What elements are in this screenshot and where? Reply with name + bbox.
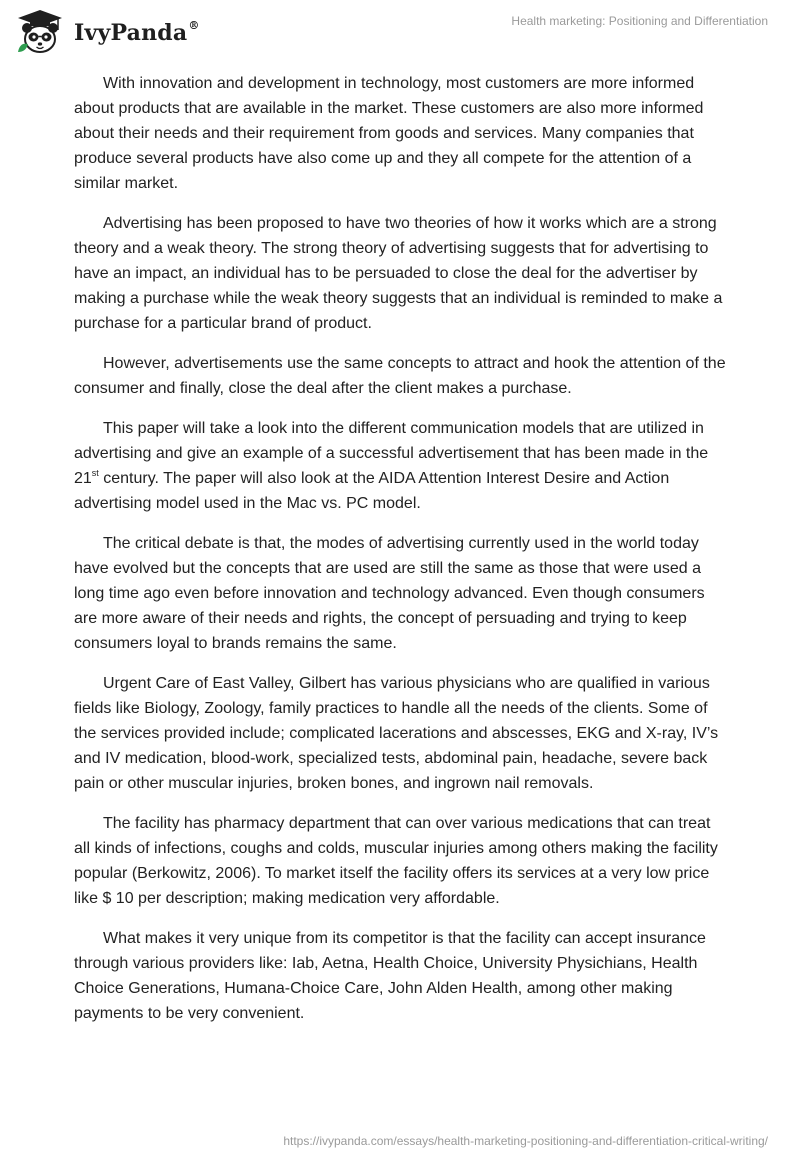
paragraph-intro: With innovation and development in technology, most customers are more informed about products that are available in the market. These customers are also more informed about their needs and their requirement from goods and services. Many companies that produce several products have also come up and they all compete for the attention of a similar market. [74, 75, 704, 192]
paragraph-critical-debate: The critical debate is that, the modes of advertising currently used in the world today have evolved but the concepts that are used are still the same as those that were used a long time ago even before innovation and technology advanced. Even though consumers are more aware of their needs and rights, the concept of persuading and trying to keep consumers loyal to brands remains the same. [74, 535, 705, 652]
ordinal-suffix: st [91, 467, 99, 478]
source-url[interactable]: https://ivypanda.com/essays/health-marketing-positioning-and-differentiation-critical-writing/ [283, 1134, 768, 1148]
paragraph-urgent-care-services: Urgent Care of East Valley, Gilbert has various physicians who are qualified in various fields like Biology, Zoology, family practices to handle all the needs of the clients. Some of the services provided include; complicated lacerations and abscesses, EKG and X-ray, IV’s and IV medication, blood-work, specialized tests, abdominal pain, headache, severe back pain or other muscular injuries, broken bones, and ingrown nail removals. [74, 675, 719, 792]
paragraph-advertisement-concepts: However, advertisements use the same concepts to attract and hook the attention of the consumer and finally, close the deal after the client makes a purchase. [74, 355, 726, 397]
registered-mark: ® [188, 18, 200, 32]
paragraph-advertising-theories: Advertising has been proposed to have two theories of how it works which are a strong theory and a weak theory. The strong theory of advertising suggests that for advertising to have an impact, an individual has to be persuaded to close the deal for the advertiser by making a purchase while the weak theory suggests that an individual is reminded to make a purchase for a particular brand of product. [74, 215, 723, 332]
paragraph-insurance: What makes it very unique from its competitor is that the facility can accept insurance through various providers like: Iab, Aetna, Health Choice, University Physichians, Health Choice Generations, Humana-Choice Care, John Alden Health, among other making payments to be very convenient. [74, 930, 706, 1022]
document-title: Health marketing: Positioning and Differentiation [511, 14, 768, 28]
paragraph-paper-scope: This paper will take a look into the different communication models that are utilized in advertising and give an example of a successful advertisement that has been made in the 21st century. The paper will also look at the AIDA Attention Interest Desire and Action advertising model used in the Mac vs. PC model. [74, 420, 709, 512]
essay-body [74, 71, 728, 1041]
brand-logo[interactable] [14, 8, 200, 56]
brand-name: IvyPanda® [74, 18, 200, 46]
paragraph-pharmacy: The facility has pharmacy department that can over various medications that can treat all kinds of infections, coughs and colds, muscular injuries among others making the facility popular (Berkowitz, 2006). To market itself the facility offers its services at a very low price like $ 10 per description; making medication very affordable. [74, 815, 718, 907]
page-header [0, 0, 800, 70]
panda-graduate-logo-icon [14, 8, 66, 56]
